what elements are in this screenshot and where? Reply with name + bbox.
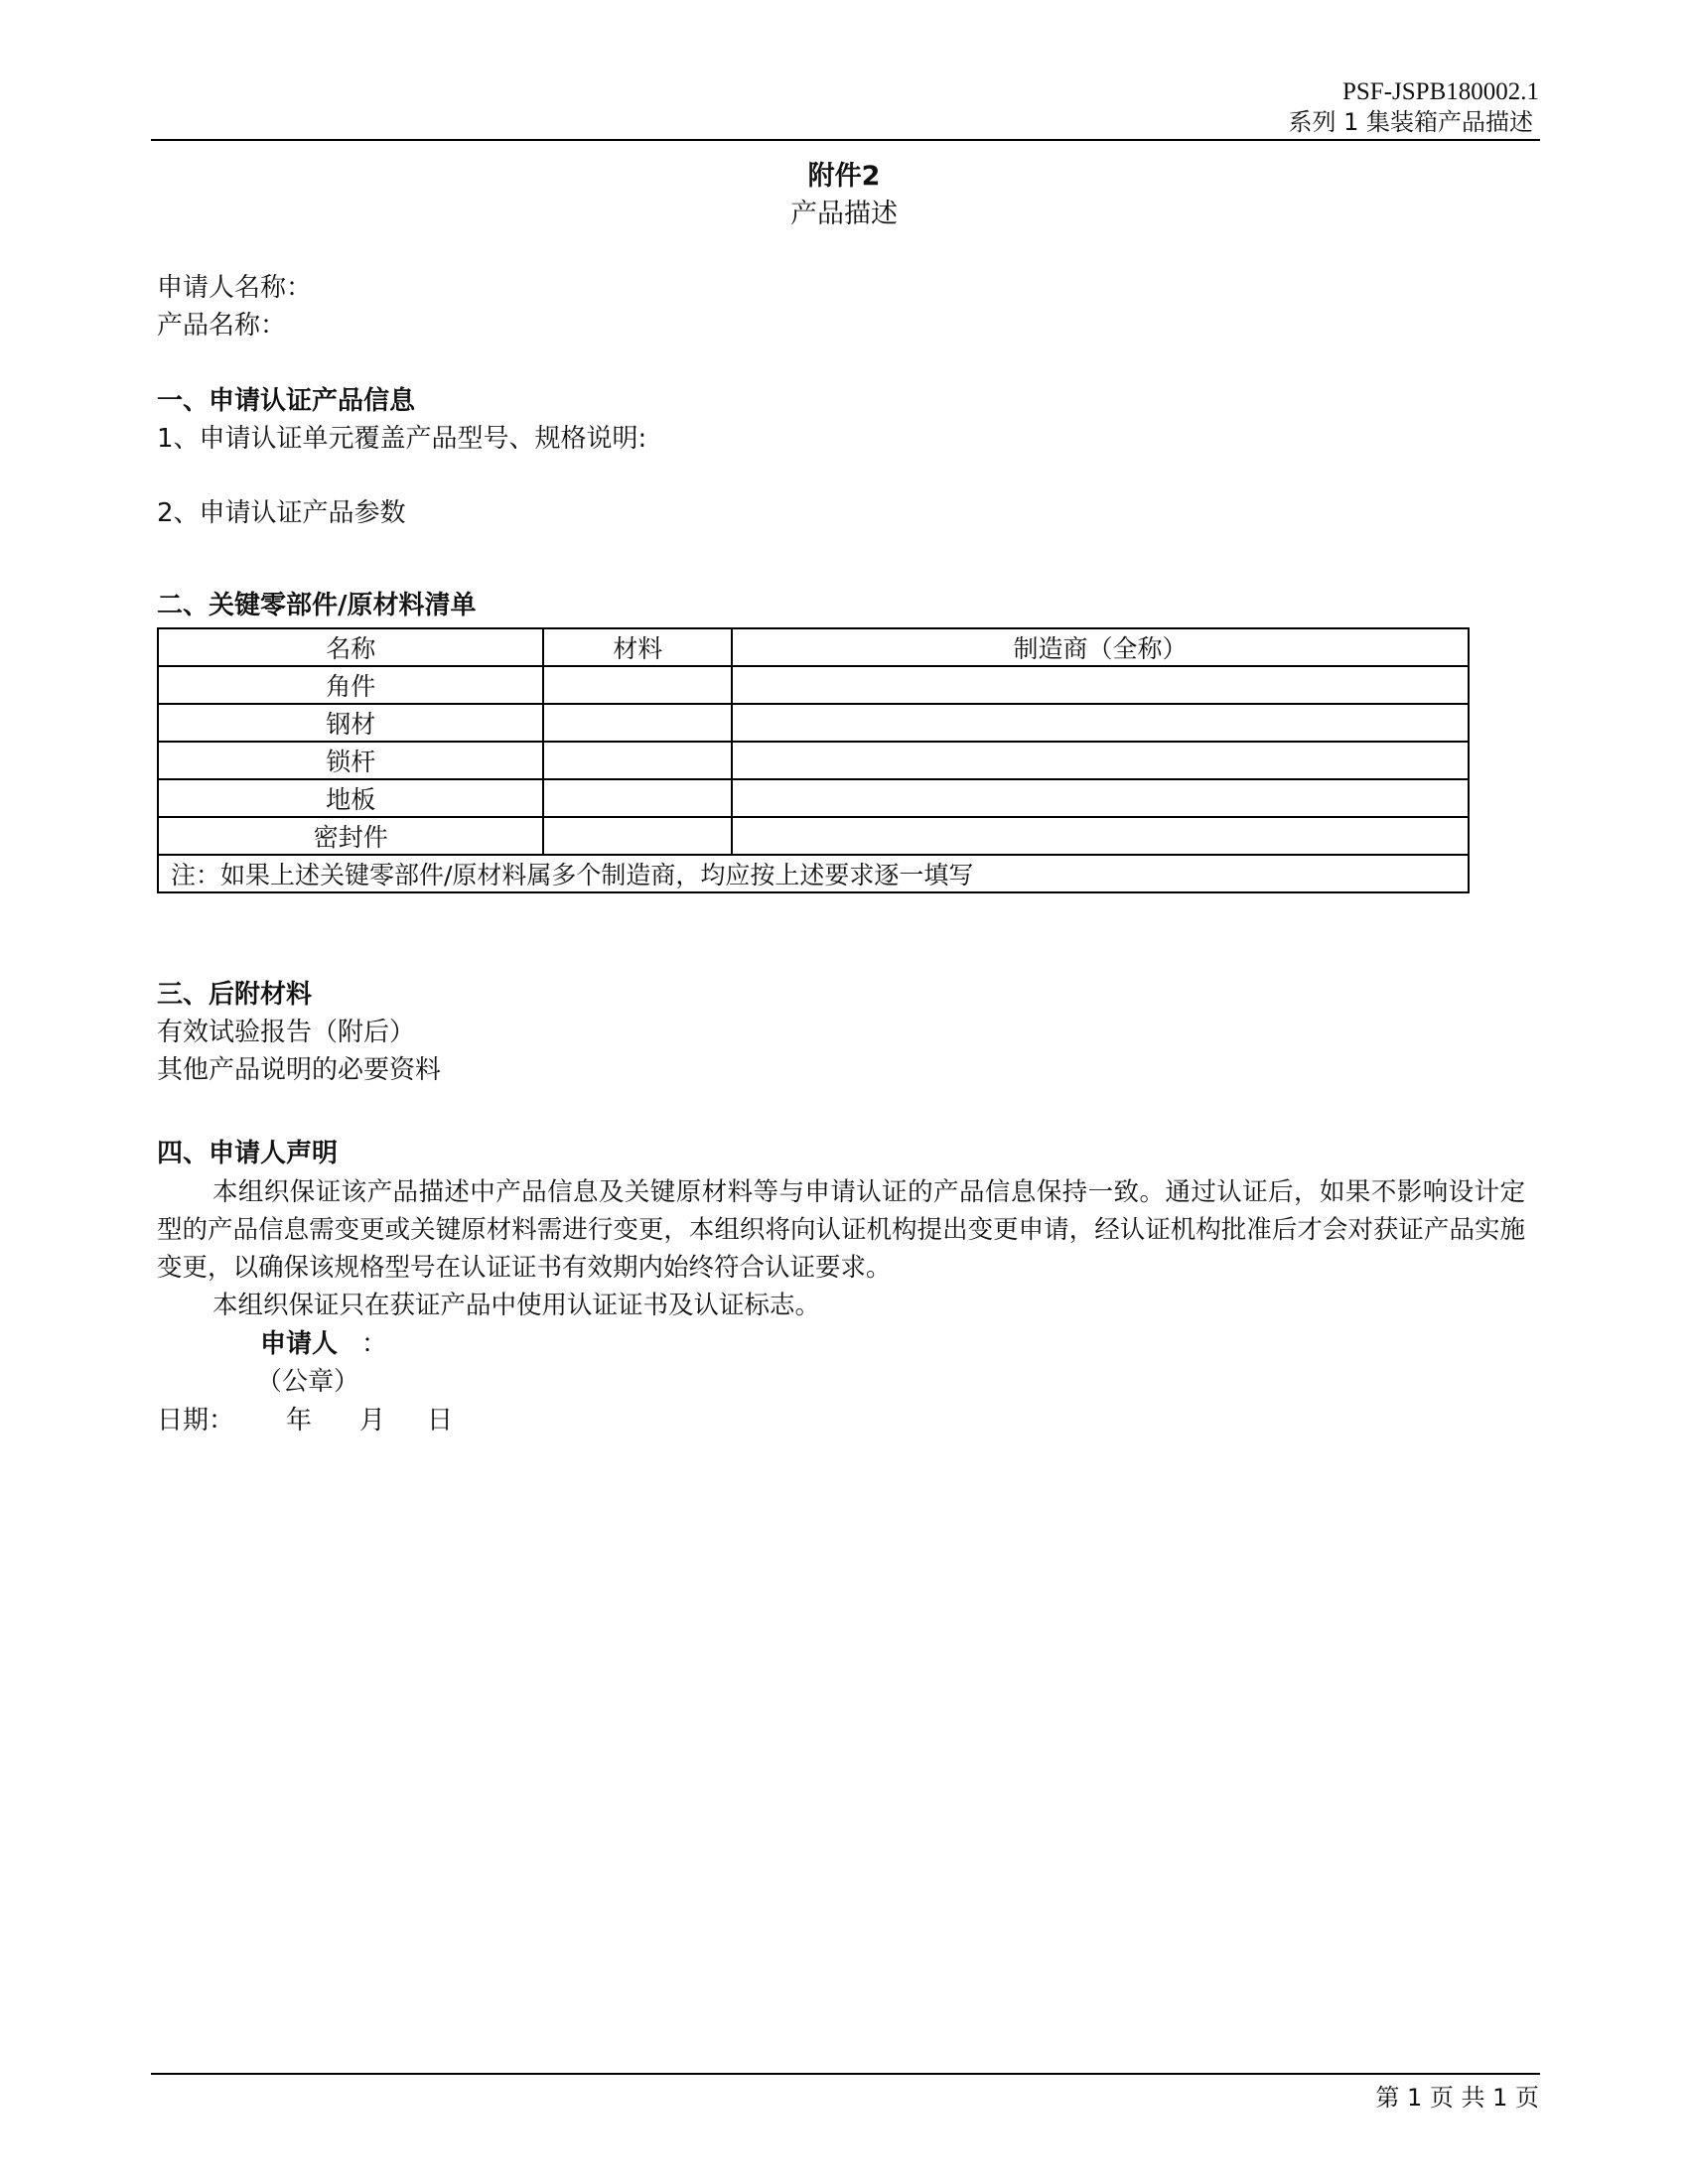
- parts-table: [157, 627, 1470, 893]
- part-name: 锁杆: [158, 742, 543, 779]
- date-day: 日: [427, 1406, 454, 1435]
- section2-heading: 二、关键零部件/原材料清单: [157, 591, 477, 620]
- table-row: [158, 704, 1469, 742]
- part-name: 角件: [158, 666, 543, 704]
- column-header-maker: 制造商（全称）: [732, 628, 1469, 666]
- material-cell[interactable]: [543, 704, 732, 742]
- part-name: 密封件: [158, 817, 543, 855]
- section1-item2: 2、申请认证产品参数: [157, 498, 406, 528]
- part-name: 地板: [158, 779, 543, 817]
- section3-item: 有效试验报告（附后）: [157, 1018, 416, 1047]
- material-cell[interactable]: [543, 742, 732, 779]
- table-header-row: [158, 628, 1469, 666]
- table-note-row: [158, 855, 1469, 892]
- material-cell[interactable]: [543, 779, 732, 817]
- column-header-name: 名称: [158, 628, 543, 666]
- declaration-text: [157, 1173, 1525, 1324]
- maker-cell[interactable]: [732, 666, 1469, 704]
- maker-cell[interactable]: [732, 742, 1469, 779]
- document-code: PSF-JSPB180002.1: [1342, 78, 1539, 105]
- part-name: 钢材: [158, 704, 543, 742]
- document-title: 产品描述: [790, 199, 898, 229]
- attachment-label: 附件2: [807, 161, 881, 192]
- section1-item1: 1、申请认证单元覆盖产品型号、规格说明:: [157, 424, 647, 454]
- section3-item: 其他产品说明的必要资料: [157, 1055, 442, 1085]
- applicant-name-label: 申请人名称：: [157, 273, 313, 303]
- declaration-paragraph-1: 本组织保证该产品描述中产品信息及关键原材料等与申请认证的产品信息保持一致。通过认证后，如果不影响设计定型的产品信息需变更或关键原材料需进行变更，本组织将向认证机构提出变更申请，经认证机构批准后才会对获证产品实施变更，以确保该规格型号在认证证书有效期内始终符合认证要求。: [157, 1177, 1525, 1283]
- date-month: 月: [359, 1406, 386, 1435]
- date-year: 年: [286, 1406, 313, 1435]
- applicant-colon: ：: [361, 1329, 388, 1359]
- column-header-material: 材料: [543, 628, 732, 666]
- maker-cell[interactable]: [732, 779, 1469, 817]
- table-row: [158, 742, 1469, 779]
- material-cell[interactable]: [543, 817, 732, 855]
- section1-heading: 一、申请认证产品信息: [157, 386, 416, 416]
- header-title: 系列 1 集装箱产品描述: [1288, 108, 1533, 136]
- material-cell[interactable]: [543, 666, 732, 704]
- header-rule: [151, 139, 1540, 141]
- maker-cell[interactable]: [732, 817, 1469, 855]
- table-row: [158, 817, 1469, 855]
- footer-rule: [151, 2073, 1540, 2075]
- page-number: 第 1 页 共 1 页: [1375, 2084, 1539, 2112]
- declaration-paragraph-2: 本组织保证只在获证产品中使用认证证书及认证标志。: [212, 1291, 821, 1320]
- table-note: 注：如果上述关键零部件/原材料属多个制造商，均应按上述要求逐一填写: [158, 855, 1469, 892]
- section4-heading: 四、申请人声明: [157, 1139, 339, 1168]
- table-row: [158, 666, 1469, 704]
- section3-heading: 三、后附材料: [157, 980, 313, 1010]
- table-row: [158, 779, 1469, 817]
- product-name-label: 产品名称：: [157, 311, 287, 341]
- applicant-signature-label: 申请人: [260, 1329, 339, 1359]
- maker-cell[interactable]: [732, 704, 1469, 742]
- date-label: 日期：: [157, 1406, 235, 1435]
- seal-label: （公章）: [256, 1367, 360, 1397]
